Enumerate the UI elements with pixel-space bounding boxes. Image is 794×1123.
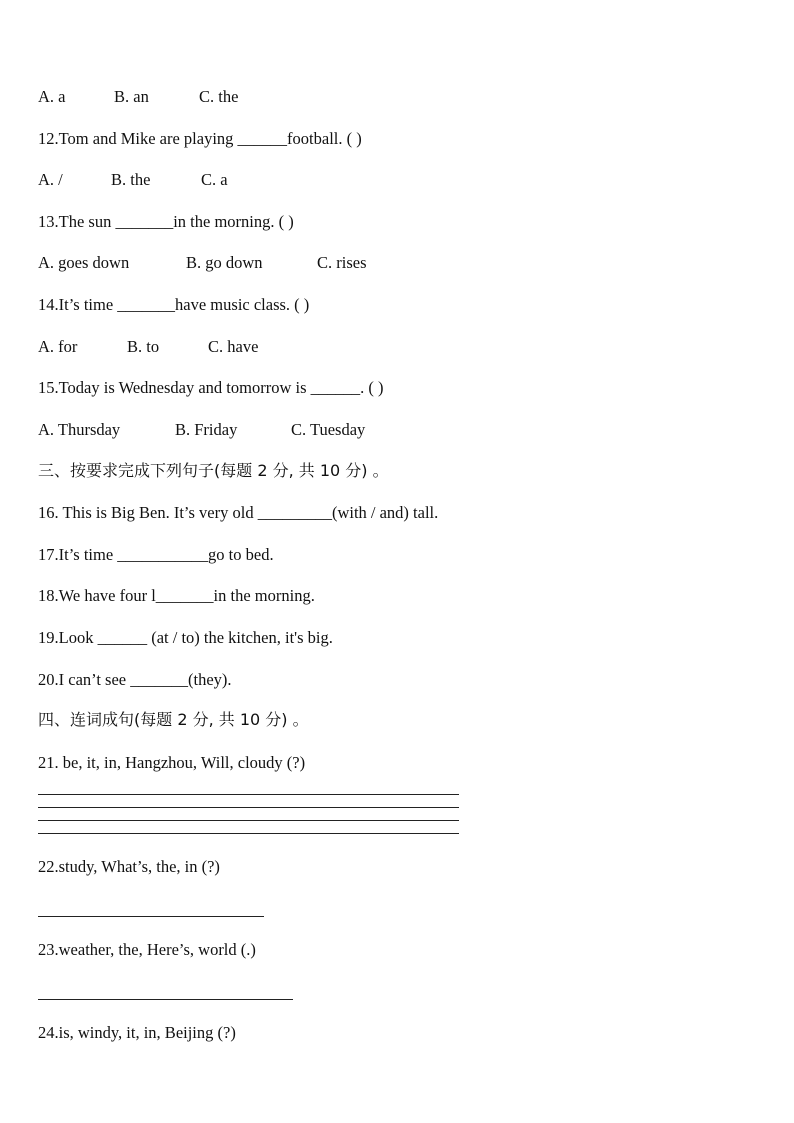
q12-question: 12.Tom and Mike are playing ______football. ( ): [38, 129, 362, 148]
section-4-title: 四、连词成句(每题 2 分, 共 10 分) 。: [38, 710, 309, 729]
q21-question: 21. be, it, in, Hangzhou, Will, cloudy (?): [38, 753, 306, 772]
q21-answer-line-1: [38, 794, 459, 795]
q13-question: 13.The sun _______in the morning. ( ): [38, 212, 294, 231]
q24-question: 24.is, windy, it, in, Beijing (?): [38, 1023, 236, 1042]
q21-answer-line-4: [38, 833, 459, 834]
q22-question: 22.study, What’s, the, in (?): [38, 857, 220, 876]
q19-question: 19.Look ______ (at / to) the kitchen, it's big.: [38, 628, 333, 647]
q15-option-a: A. Thursday: [38, 420, 121, 439]
q22-answer-line: [38, 916, 264, 917]
q17-question: 17.It’s time ___________go to bed.: [38, 545, 274, 564]
q11-option-a: A. a: [38, 87, 66, 106]
q16-question: 16. This is Big Ben. It’s very old _________(with / and) tall.: [38, 503, 439, 522]
q15-option-c: C. Tuesday: [291, 420, 366, 439]
q11-options: [38, 87, 238, 107]
q13-option-c: C. rises: [317, 253, 367, 272]
q11-option-c: C. the: [199, 87, 239, 106]
q15-options: [38, 420, 365, 440]
q21-answer-line-3: [38, 820, 459, 821]
q12-options: [38, 170, 228, 190]
section-3-title: 三、按要求完成下列句子(每题 2 分, 共 10 分) 。: [38, 461, 389, 480]
q12-option-b: B. the: [111, 170, 151, 189]
q11-option-b: B. an: [114, 87, 149, 106]
q14-option-b: B. to: [127, 337, 160, 356]
q23-answer-line: [38, 999, 293, 1000]
q20-question: 20.I can’t see _______(they).: [38, 670, 232, 689]
q12-option-a: A. /: [38, 170, 63, 189]
q13-option-b: B. go down: [186, 253, 263, 272]
q15-option-b: B. Friday: [175, 420, 238, 439]
q14-option-c: C. have: [208, 337, 259, 356]
q14-options: [38, 337, 258, 357]
q23-question: 23.weather, the, Here’s, world (.): [38, 940, 256, 959]
q21-answer-line-2: [38, 807, 459, 808]
q14-option-a: A. for: [38, 337, 78, 356]
q13-option-a: A. goes down: [38, 253, 130, 272]
q14-question: 14.It’s time _______have music class. ( ): [38, 295, 310, 314]
q18-question: 18.We have four l_______in the morning.: [38, 586, 315, 605]
q13-options: [38, 253, 367, 273]
q12-option-c: C. a: [201, 170, 228, 189]
q15-question: 15.Today is Wednesday and tomorrow is ______. ( ): [38, 378, 384, 397]
